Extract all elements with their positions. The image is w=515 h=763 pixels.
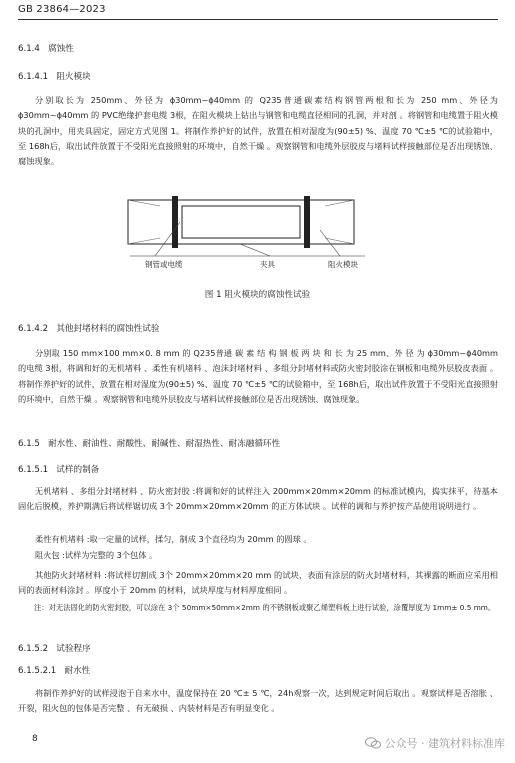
- paragraph-inorganic-sample: 无机堵料 、多组分封堵材料 、防火密封胶 :将调和好的试样注入 200mm×20mm×20mm 的标准试模内，捣实抹平，待基本固化后脱模，养护期满后将试样锯切成 3个 20mm×20mm×20mm 的正方体试块 。试样的调和与养护按产品使用说明进行 。: [18, 486, 498, 512]
- figure-caption: 图 1 阻火模块的腐蚀性试验: [204, 290, 311, 300]
- section-6-1-5-2-1: 6.1.5.2.1 耐水性: [18, 666, 91, 676]
- watermark: [365, 735, 506, 751]
- header-rule: [18, 19, 498, 20]
- paragraph-other-sample: 其他防火封堵材料 :将试样切割成 3个 20mm×20mm×20 mm 的试块，表面有涂层的防火封堵材料，其裸露的断面应采用相同的表面材料涂封 。厚度小于 20mm 的材料，试块厚度与材料厚度相同 。: [18, 570, 498, 596]
- standard-number: GB 23864—2023: [18, 4, 106, 15]
- section-6-1-4-1: 6.1.4.1 阻火模块: [18, 72, 91, 82]
- wechat-icon: [365, 737, 381, 749]
- paragraph-6-1-4-2: 分别取 150 mm×100 mm×0. 8 mm 的 Q235普通 碳 素 结 构 钢 板 两 块 和 长 为 25 mm、外 径 为 ϕ30mm~ϕ40mm 的电缆 3根，将调和好的无机堵料 、柔性有机堵料 、泡沫封堵材料 、多组分封堵材料或防火密封胶涂在钢板和电缆外层胶皮表面 。将制作养护好的试件，放置在相对湿度为(90±5) %、温度 70 ℃±5 ℃的试验箱中，至 168h后，取出试件放置于不受阳光直接照射的环境中，自然干燥 。观察钢管和电缆外层胶皮与堵料试样接触部位是否出现锈蚀、腐蚀现象。: [18, 348, 498, 404]
- note: 注：对无法固化的防火密封胶，可以涂在 3个 50mm×50mm×2mm 的不锈钢板或聚乙烯塑料板上进行试验，涂覆厚度为 1mm± 0.5 mm。: [34, 603, 496, 612]
- paragraph-water-resistance: 将制作养护好的试样浸泡于自来水中，温度保持在 20 ℃± 5 ℃，24h观察一次，达到规定时间后取出 。观察试样是否溶胀 、开裂，阻火包的包体是否完整 、有无破损 、内装材料是否有明显变化 。: [18, 688, 498, 714]
- watermark-text: 公众号 · 建筑材料标准库: [384, 737, 505, 750]
- paragraph-firebag-sample: 阻火包 :试样为完整的 3个包体 。: [35, 550, 158, 560]
- page-number: 8: [32, 734, 38, 744]
- section-6-1-5-2: 6.1.5.2 试验程序: [18, 644, 91, 654]
- figure-label-clamp: 夹具: [260, 260, 275, 269]
- section-6-1-5: 6.1.5 耐水性、耐油性、耐酸性、耐碱性、耐湿热性、耐冻融循环性: [18, 439, 281, 449]
- figure-label-pipe: 钢管或电缆: [145, 260, 183, 269]
- corrosion-test-figure: [120, 186, 370, 271]
- section-6-1-4: 6.1.4 腐蚀性: [18, 44, 74, 54]
- figure-label-module: 阻火模块: [328, 260, 358, 269]
- paragraph-organic-sample: 柔性有机堵料 :取一定量的试样，揉匀，制成 3个直径均为 20mm 的圆球 。: [35, 534, 312, 544]
- section-6-1-4-2: 6.1.4.2 其他封堵材料的腐蚀性试验: [18, 324, 160, 334]
- section-6-1-5-1: 6.1.5.1 试样的制备: [18, 465, 100, 475]
- paragraph-6-1-4-1: 分别取长为 250mm、外径为 ϕ30mm~ϕ40mm 的 Q235普通碳素结构钢管两根和长为 250 mm、外径为 ϕ30mm~ϕ40mm 的 PVC绝缘护套电缆 3根，在阻火模块上钻出与钢管和电缆直径相同的孔洞，并对剖 。将钢管和电缆置于阻火模块的孔洞中，用夹具固定，固定方式见图 1。将制作养护好的试件，放置在相对湿度为(90±5) %、温度 70 ℃±5 ℃的试验箱中，至 168h后，取出试件放置于不受阳光直接照射的环境中，自然干燥 。观察钢管和电缆外层胶皮与堵料试样接触部位是否出现锈蚀、腐蚀现象。: [18, 95, 498, 167]
